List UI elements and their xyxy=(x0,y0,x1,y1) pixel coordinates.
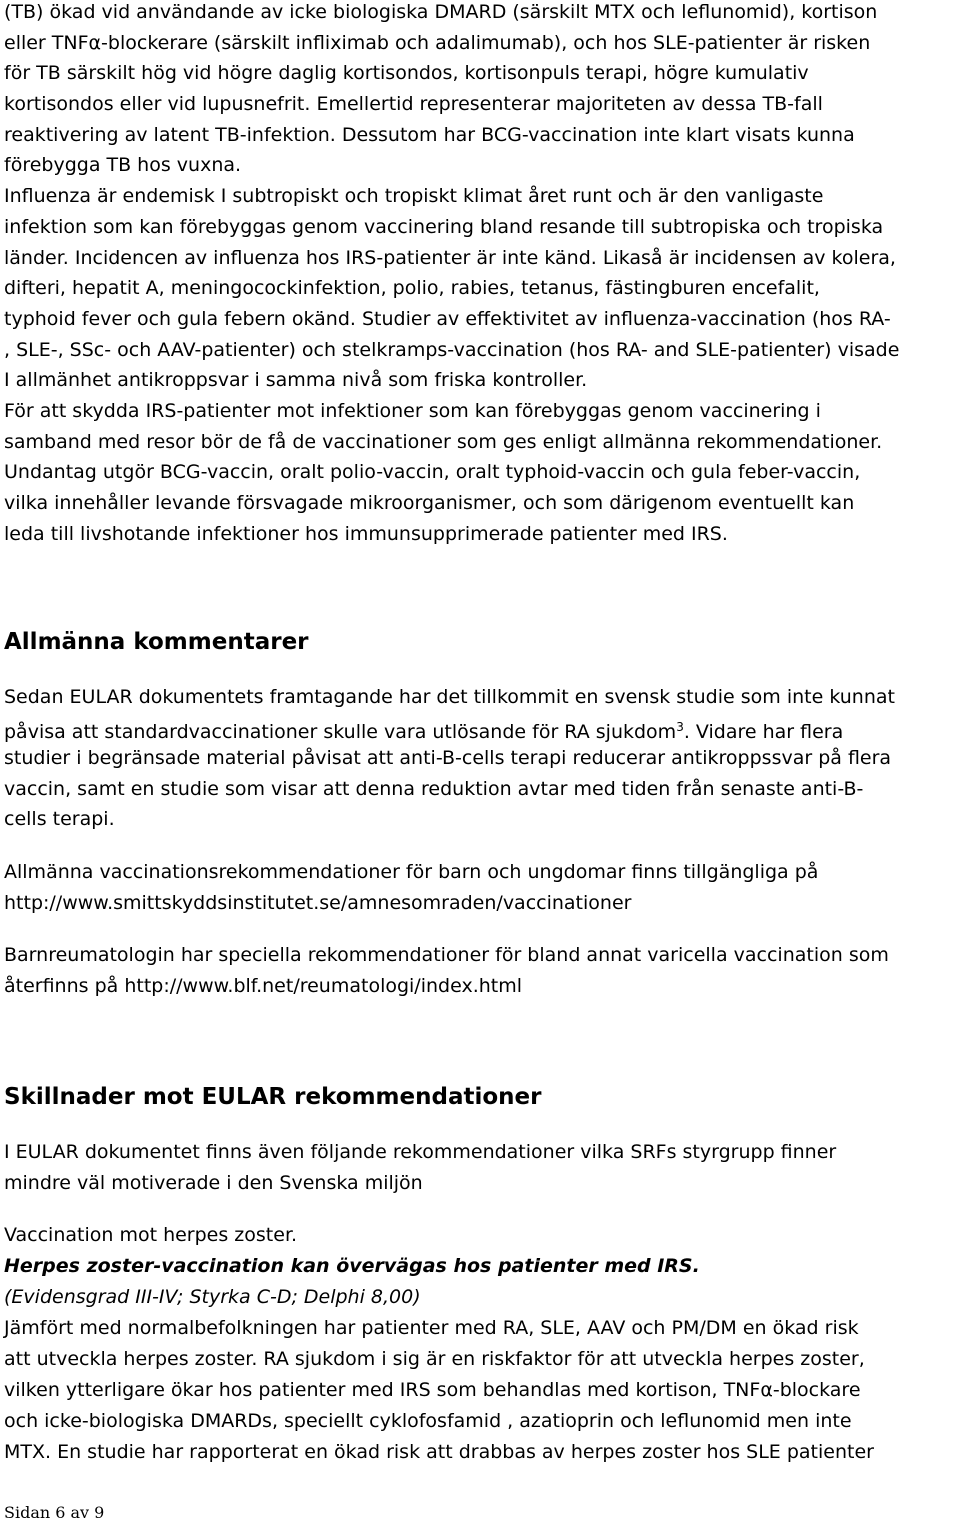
text-line: vilka innehåller levande försvagade mikroorganismer, och som därigenom eventuellt kan xyxy=(4,492,855,514)
text-line: cells terapi. xyxy=(4,808,115,830)
text-line: samband med resor bör de få de vaccinationer som ges enligt allmänna rekommendationer. xyxy=(4,430,883,453)
text-line: återfinns på http://www.blf.net/reumatologi/index.html xyxy=(4,975,523,997)
text-line: förebygga TB hos vuxna. xyxy=(4,154,242,177)
text-line: vaccin, samt en studie som visar att denna reduktion avtar med tiden från senaste anti-B- xyxy=(4,778,864,800)
url-line: http://www.smittskyddsinstitutet.se/amnesomraden/vaccinationer xyxy=(4,892,632,914)
text-line: mindre väl motiverade i den Svenska miljön xyxy=(4,1172,423,1194)
text-line: Barnreumatologin har speciella rekommendationer för bland annat varicella vaccination som xyxy=(4,944,889,966)
text-line: (TB) ökad vid användande av icke biologiska DMARD (särskilt MTX och leflunomid), kortison xyxy=(4,1,878,23)
text-span: påvisa att standardvaccinationer skulle vara utlösande för RA sjukdom xyxy=(4,721,677,743)
text-line: I EULAR dokumentet finns även följande rekommendationer vilka SRFs styrgrupp finner xyxy=(4,1141,837,1163)
recommendation-text: Herpes zoster-vaccination kan övervägas hos patienter med IRS. xyxy=(4,1255,700,1277)
text-line: länder. Incidencen av influenza hos IRS-patienter är inte känd. Likaså är incidensen av kolera, xyxy=(4,246,896,269)
text-span: . Vidare har flera xyxy=(683,721,844,743)
text-line: eller TNFα-blockerare (särskilt infliximab och adalimumab), och hos SLE-patienter är risken xyxy=(4,31,871,54)
text-line: infektion som kan förebyggas genom vaccinering bland resande till subtropiska och tropiska xyxy=(4,215,884,238)
text-line: Sedan EULAR dokumentets framtagande har det tillkommit en svensk studie som inte kunnat xyxy=(4,686,895,708)
text-line: leda till livshotande infektioner hos immunsupprimerade patienter med IRS. xyxy=(4,522,728,545)
section-heading-skillnader: Skillnader mot EULAR rekommendationer xyxy=(4,1084,542,1110)
section-heading-allmanna-kommentarer: Allmänna kommentarer xyxy=(4,629,309,655)
text-line: typhoid fever och gula febern okänd. Studier av effektivitet av influenza-vaccination (hos RA- xyxy=(4,307,891,330)
sub-label: Vaccination mot herpes zoster. xyxy=(4,1224,298,1246)
text-line: studier i begränsade material påvisat att anti-B-cells terapi reducerar antikroppssvar på flera xyxy=(4,747,892,769)
text-line: För att skydda IRS-patienter mot infektioner som kan förebyggas genom vaccinering i xyxy=(4,399,821,422)
page-number-footer: Sidan 6 av 9 xyxy=(4,1503,105,1522)
text-line: att utveckla herpes zoster. RA sjukdom i sig är en riskfaktor för att utveckla herpes zoster, xyxy=(4,1348,865,1370)
text-line: kortisondos eller vid lupusnefrit. Emellertid representerar majoriteten av dessa TB-fall xyxy=(4,93,823,116)
text-line: difteri, hepatit A, meningocockinfektion, polio, rabies, tetanus, fästingburen encefalit, xyxy=(4,277,820,300)
text-line: MTX. En studie har rapporterat en ökad risk att drabbas av herpes zoster hos SLE patienter xyxy=(4,1441,874,1463)
text-line: Allmänna vaccinationsrekommendationer för barn och ungdomar finns tillgängliga på xyxy=(4,861,819,883)
text-line: , SLE-, SSc- och AAV-patienter) och stelkramps-vaccination (hos RA- and SLE-patienter) visade xyxy=(4,338,900,361)
text-line: Jämfört med normalbefolkningen har patienter med RA, SLE, AAV och PM/DM en ökad risk xyxy=(4,1317,859,1339)
top-paragraph xyxy=(4,0,899,549)
text-line: vilken ytterligare ökar hos patienter med IRS som behandlas med kortison, TNFα-blockare xyxy=(4,1379,861,1401)
reference-superscript: 3 xyxy=(676,720,684,734)
evidence-text: (Evidensgrad III-IV; Styrka C-D; Delphi 8,00) xyxy=(4,1286,421,1308)
text-line: för TB särskilt hög vid högre daglig kortisondos, kortisonpuls terapi, högre kumulativ xyxy=(4,62,809,85)
text-line: I allmänhet antikroppsvar i samma nivå som friska kontroller. xyxy=(4,369,588,392)
text-line: Influenza är endemisk I subtropiskt och tropiskt klimat året runt och är den vanligaste xyxy=(4,185,824,208)
text-line: och icke-biologiska DMARDs, speciellt cyklofosfamid , azatioprin och leflunomid men inte xyxy=(4,1410,852,1432)
text-line: reaktivering av latent TB-infektion. Dessutom har BCG-vaccination inte klart visats kunna xyxy=(4,123,855,146)
text-line: Undantag utgör BCG-vaccin, oralt polio-vaccin, oralt typhoid-vaccin och gula feber-vaccin, xyxy=(4,461,861,484)
